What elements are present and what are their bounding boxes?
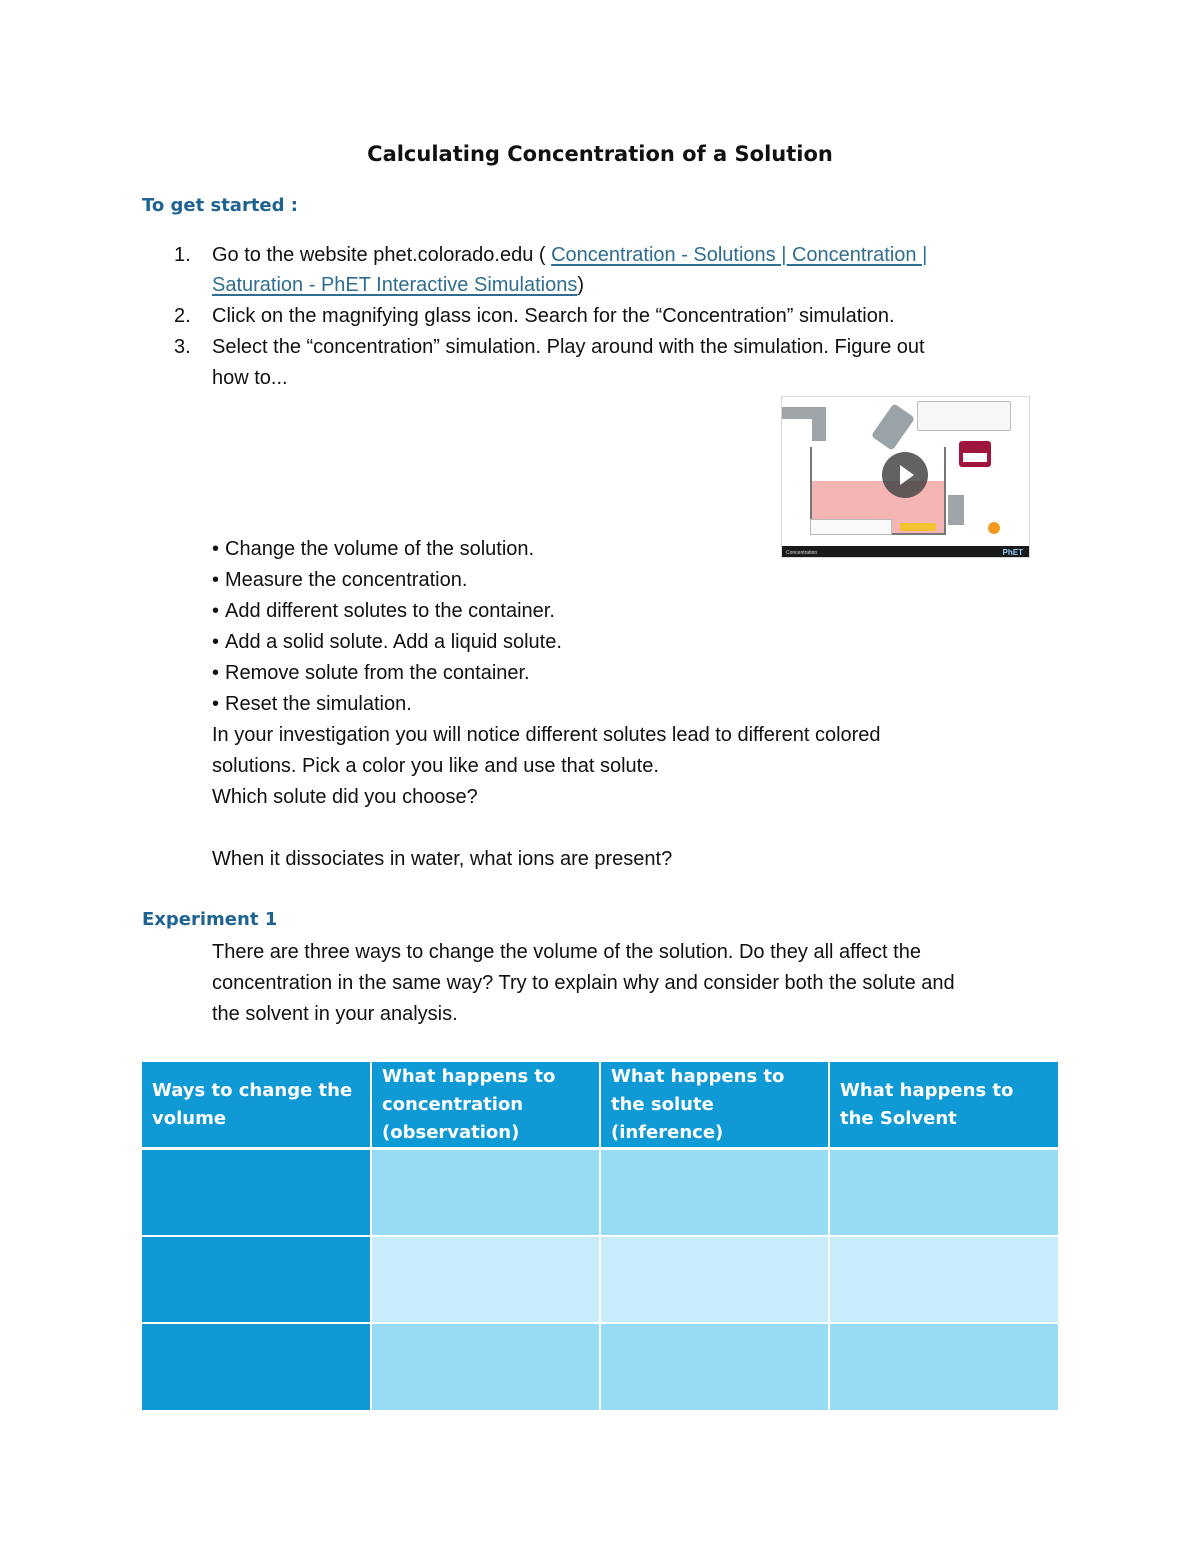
step-2-number: 2. (174, 305, 191, 327)
remove-solute-button (900, 523, 936, 531)
header-line: concentration (382, 1094, 524, 1115)
header-line: volume (152, 1107, 227, 1129)
experiment-1-line-2: concentration in the same way? Try to explain why and consider both the solute and (212, 972, 955, 994)
phet-link-line-1[interactable]: Concentration - Solutions | Concentration | (551, 244, 928, 266)
experiment-1-line-1: There are three ways to change the volume of the solution. Do they all affect the (212, 941, 921, 963)
table-header-cell (830, 1062, 1058, 1147)
simulation-thumbnail[interactable] (781, 396, 1030, 558)
table-cell[interactable] (601, 1324, 828, 1410)
table-cell[interactable] (830, 1237, 1058, 1322)
play-icon[interactable] (882, 452, 928, 498)
table-cell[interactable] (372, 1237, 599, 1322)
shaker-icon (871, 403, 915, 451)
bullet-item: • Change the volume of the solution. (212, 534, 534, 565)
paragraph-line-1: In your investigation you will notice different solutes lead to different colored (212, 724, 881, 746)
table-cell[interactable] (601, 1237, 828, 1322)
step-1-number: 1. (174, 244, 191, 266)
bullet-item: • Measure the concentration. (212, 565, 467, 596)
experiment-1-line-3: the solvent in your analysis. (212, 1003, 458, 1025)
table-cell[interactable] (830, 1150, 1058, 1235)
step-3-line-1: Select the “concentration” simulation. Play around with the simulation. Figure out (212, 336, 925, 358)
table-cell[interactable] (601, 1150, 828, 1235)
solute-panel (917, 401, 1011, 431)
table-cell[interactable] (142, 1237, 370, 1322)
bullet-item: • Remove solute from the container. (212, 658, 530, 689)
header-line: What happens to (840, 1079, 1014, 1101)
concentration-meter-icon (959, 441, 991, 467)
table-cell[interactable] (142, 1150, 370, 1235)
table-cell[interactable] (372, 1150, 599, 1235)
question-ions: When it dissociates in water, what ions are present? (212, 848, 673, 870)
phet-link-line-2[interactable]: Saturation - PhET Interactive Simulations (212, 274, 578, 296)
header-line: the Solvent (840, 1107, 957, 1129)
table-header-cell (601, 1062, 828, 1147)
bullet-item: • Add a solid solute. Add a liquid solute. (212, 627, 562, 658)
getting-started-heading: To get started : (142, 195, 298, 216)
header-line: the solute (611, 1094, 714, 1115)
experiment-1-heading: Experiment 1 (142, 909, 278, 930)
page-title: Calculating Concentration of a Solution (367, 142, 833, 166)
sim-footer-label: Concentration (786, 550, 818, 556)
table-cell[interactable] (142, 1324, 370, 1410)
step-1-line-1 (212, 240, 927, 271)
table-cell[interactable] (372, 1324, 599, 1410)
table-header-cell (372, 1062, 599, 1147)
step-3-line-2: how to... (212, 367, 288, 389)
table-cell[interactable] (830, 1324, 1058, 1410)
header-line: What happens to (611, 1066, 785, 1087)
header-line: (observation) (382, 1122, 520, 1143)
paragraph-line-2: solutions. Pick a color you like and use that solute. (212, 755, 659, 777)
reset-icon (988, 522, 1000, 534)
header-line: What happens to (382, 1066, 556, 1087)
phet-logo: PhET (1002, 548, 1023, 557)
step-2-text: Click on the magnifying glass icon. Search for the “Concentration” simulation. (212, 305, 895, 327)
drain-faucet-icon (948, 495, 964, 525)
bullet-item: • Reset the simulation. (212, 689, 412, 720)
header-line: (inference) (611, 1122, 724, 1143)
bullet-item: • Add different solutes to the container. (212, 596, 555, 627)
step-3-number: 3. (174, 336, 191, 358)
volume-table (142, 1062, 1058, 1410)
evaporation-slider (810, 519, 892, 535)
table-header-cell (142, 1062, 370, 1147)
header-line: Ways to change the (152, 1079, 353, 1101)
faucet-spout-icon (812, 407, 826, 441)
step-1-text: Go to the website phet.colorado.edu ( (212, 244, 552, 266)
question-solute: Which solute did you choose? (212, 786, 478, 808)
step-1-line-2 (212, 270, 584, 301)
sim-footer-bar (782, 546, 1029, 557)
step-1-close-paren: ) (577, 274, 585, 296)
